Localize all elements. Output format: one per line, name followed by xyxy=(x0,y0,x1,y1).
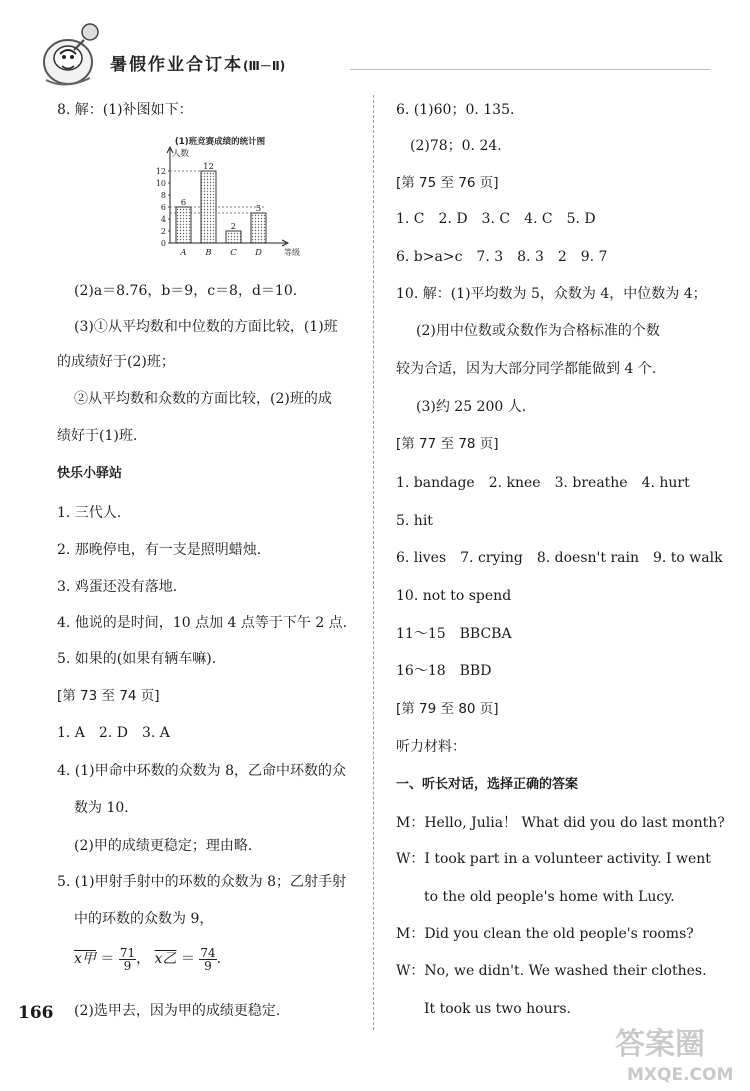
left-line-15: 4. (1)甲命中环数的众数为 8，乙命中环数的众 xyxy=(57,763,346,779)
page-range-77-78: [第 77 至 78 页] xyxy=(396,436,499,452)
chart-title: (1)班竞赛成绩的统计图 xyxy=(174,137,266,147)
section-heading-happy-station: 快乐小驿站 xyxy=(57,466,123,481)
bar-value-label: 12 xyxy=(203,162,214,172)
bar-value-label: 5 xyxy=(255,204,262,214)
left-line-1: 8. 解：(1)补图如下： xyxy=(57,102,193,118)
right-line-12: 5. hit xyxy=(396,513,433,529)
right-line-18: 听力材料： xyxy=(396,739,466,755)
left-line-11: 4. 他说的是时间，10 点加 4 点等于下午 2 点. xyxy=(57,615,348,631)
bar xyxy=(226,231,241,243)
left-line-3: (3)①从平均数和中位数的方面比较，(1)班 xyxy=(74,319,338,335)
bar xyxy=(201,171,216,243)
right-line-6: 10. 解：(1)平均数为 5，众数为 4，中位数为 4； xyxy=(396,286,707,302)
left-line-17: (2)甲的成绩更稳定；理由略. xyxy=(74,838,253,854)
page-range-79-80: [第 79 至 80 页] xyxy=(396,701,499,717)
right-line-2: (2)78；0. 24. xyxy=(410,138,502,154)
watermark-logo xyxy=(605,1018,745,1086)
fraction-yi-num: 74 xyxy=(200,945,216,960)
xbar-yi: x乙 xyxy=(154,951,177,967)
right-line-21: W：I took part in a volunteer activity. I went xyxy=(396,851,711,867)
left-line-21: (2)选甲去，因为甲的成绩更稳定. xyxy=(74,1003,281,1019)
right-line-5: 6. b>a>c 7. 3 8. 3 2 9. 7 xyxy=(396,249,608,265)
x-axis-label: 等级 xyxy=(284,248,300,257)
y-axis-label: 人数 xyxy=(172,149,190,159)
volume-label: (Ⅲ－Ⅱ) xyxy=(243,59,286,73)
left-line-6: 绩好于(1)班. xyxy=(57,428,138,444)
page-number: 166 xyxy=(18,1003,54,1023)
header-title xyxy=(110,50,285,75)
right-line-7: (2)用中位数或众数作为合格标准的个数 xyxy=(416,323,660,339)
bar-value-label: 2 xyxy=(230,222,237,232)
section-heading-listening: 一、听长对话，选择正确的答案 xyxy=(396,777,579,792)
y-tick-label: 8 xyxy=(160,191,166,200)
bar xyxy=(251,213,266,243)
right-line-25: It took us two hours. xyxy=(424,1001,571,1017)
left-line-12: 5. 如果的(如果有辆车嘛). xyxy=(57,651,217,667)
bar xyxy=(176,207,191,243)
y-tick-label: 4 xyxy=(160,215,166,224)
watermark-text-url: MXQE.COM xyxy=(627,1065,734,1085)
right-line-13: 6. lives 7. crying 8. doesn't rain 9. to walk xyxy=(396,550,723,566)
left-line-8: 1. 三代人. xyxy=(57,505,122,521)
left-line-2: (2)a＝8.76，b＝9，c＝8，d＝10. xyxy=(74,283,298,299)
y-tick-label: 6 xyxy=(160,203,166,212)
x-tick-label: C xyxy=(230,248,237,258)
book-title: 暑假作业合订本 xyxy=(110,55,243,75)
left-line-14: 1. A 2. D 3. A xyxy=(57,725,170,741)
y-tick-label: 0 xyxy=(160,239,166,248)
right-line-4: 1. C 2. D 3. C 4. C 5. D xyxy=(396,211,596,227)
left-line-4: 的成绩好于(2)班； xyxy=(57,354,175,370)
right-line-20: M：Hello, Julia！ What did you do last month? xyxy=(396,815,725,831)
left-line-9: 2. 那晚停电，有一支是照明蜡烛. xyxy=(57,542,262,558)
fraction-jia-den: 9 xyxy=(123,958,132,973)
header-rule xyxy=(350,69,710,70)
left-line-5: ②从平均数和众数的方面比较，(2)班的成 xyxy=(74,391,332,407)
right-line-1: 6. (1)60；0. 135. xyxy=(396,102,515,118)
bar-chart xyxy=(140,133,300,263)
left-line-19: 中的环数的众数为 9， xyxy=(74,911,214,927)
x-tick-label: D xyxy=(255,248,262,258)
right-line-8: 较为合适，因为大部分同学都能做到 4 个. xyxy=(396,361,657,377)
right-line-23: M：Did you clean the old people's rooms? xyxy=(396,926,694,942)
y-tick-label: 12 xyxy=(155,167,166,176)
left-line-18: 5. (1)甲射手射中的环数的众数为 8；乙射手射 xyxy=(57,874,346,890)
fraction-yi xyxy=(199,947,216,972)
left-line-10: 3. 鸡蛋还没有落地. xyxy=(57,579,178,595)
fraction-yi-den: 9 xyxy=(204,958,212,973)
right-line-14: 10. not to spend xyxy=(396,588,512,604)
y-tick-label: 10 xyxy=(155,179,166,188)
fraction-jia-num: 71 xyxy=(119,945,136,960)
page-range-73-74: [第 73 至 74 页] xyxy=(57,688,160,704)
y-tick-label: 2 xyxy=(160,227,166,236)
right-line-16: 16～18 BBD xyxy=(396,663,492,679)
book-logo-icon xyxy=(38,10,108,90)
page-range-75-76: [第 75 至 76 页] xyxy=(396,175,499,191)
average-formula: x甲 ＝ $\frac{71}{9}$ ， x乙 ＝ $\frac{74}{9}$ . xyxy=(74,945,222,973)
right-line-9: (3)约 25 200 人. xyxy=(416,399,527,415)
right-line-22: to the old people's home with Lucy. xyxy=(424,889,675,905)
left-line-16: 数为 10. xyxy=(74,800,129,816)
xbar-jia: x甲 xyxy=(74,951,96,967)
column-divider xyxy=(373,95,374,1030)
right-line-11: 1. bandage 2. knee 3. breathe 4. hurt xyxy=(396,475,690,491)
right-line-24: W：No, we didn't. We washed their clothes. xyxy=(396,963,707,979)
bar-value-label: 6 xyxy=(180,198,187,208)
x-tick-label: A xyxy=(180,248,187,258)
fraction-jia xyxy=(119,947,136,972)
x-tick-label: B xyxy=(205,248,212,258)
right-line-15: 11～15 BBCBA xyxy=(396,626,512,642)
watermark-text-main: 答案圈 xyxy=(615,1027,705,1062)
